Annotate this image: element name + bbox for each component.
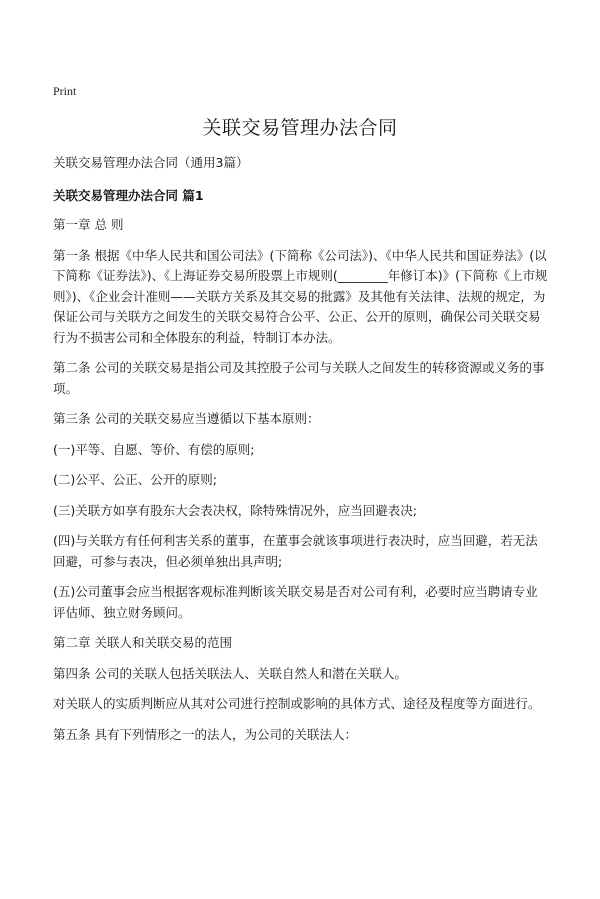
chapter-heading: 第二章 关联人和关联交易的范围 (53, 635, 232, 650)
list-item: (五)公司董事会应当根据客观标准判断该关联交易是否对公司有利，必要时应当聘请专业评估师、独立财务顾问。 (53, 584, 538, 620)
document-body (53, 153, 548, 755)
document-title: 关联交易管理办法合同 (202, 117, 398, 139)
article-paragraph: 第一条 根据《中华人民共和国公司法》(下简称《公司法》)、《中华人民共和国证券法》(以下简称《证券法》)、《上海证券交易所股票上市规则(________年修订本)》(下简称《上市规则》)、《企业会计准则——关联方关系及其交易的批露》及其他有关法律、法规的规定，为保证公司与关联方之间发生的关联交易符合公平、公正、公开的原则，确保公司关联交易行为不损害公司和全体股东的利益，特制订本办法。 (53, 247, 548, 345)
article-paragraph: 第四条 公司的关联人包括关联法人、关联自然人和潜在关联人。 (53, 665, 407, 681)
article-paragraph: 对关联人的实质判断应从其对公司进行控制或影响的具体方式、途径及程度等方面进行。 (53, 696, 541, 711)
section-heading: 关联交易管理办法合同 篇1 (53, 187, 204, 203)
chapter-heading: 第一章 总 则 (53, 217, 124, 232)
article-paragraph: 第五条 具有下列情形之一的法人，为公司的关联法人： (53, 726, 357, 742)
list-item: (一)平等、自愿、等价、有偿的原则; (53, 441, 255, 457)
article-paragraph: 第三条 公司的关联交易应当遵循以下基本原则： (53, 411, 320, 426)
article-paragraph: 第二条 公司的关联交易是指公司及其控股子公司与关联人之间发生的转移资源或义务的事项。 (53, 360, 545, 396)
list-item: (三)关联方如享有股东大会表决权，除特殊情况外，应当回避表决; (53, 502, 417, 518)
print-label: Print (53, 84, 77, 98)
list-item: (四)与关联方有任何利害关系的董事，在董事会就该事项进行表决时，应当回避，若无法回避，可参与表决，但必须单独出具声明; (53, 533, 538, 569)
list-item: (二)公平、公正、公开的原则; (53, 472, 217, 487)
document-subtitle: 关联交易管理办法合同（通用3篇） (53, 155, 249, 170)
